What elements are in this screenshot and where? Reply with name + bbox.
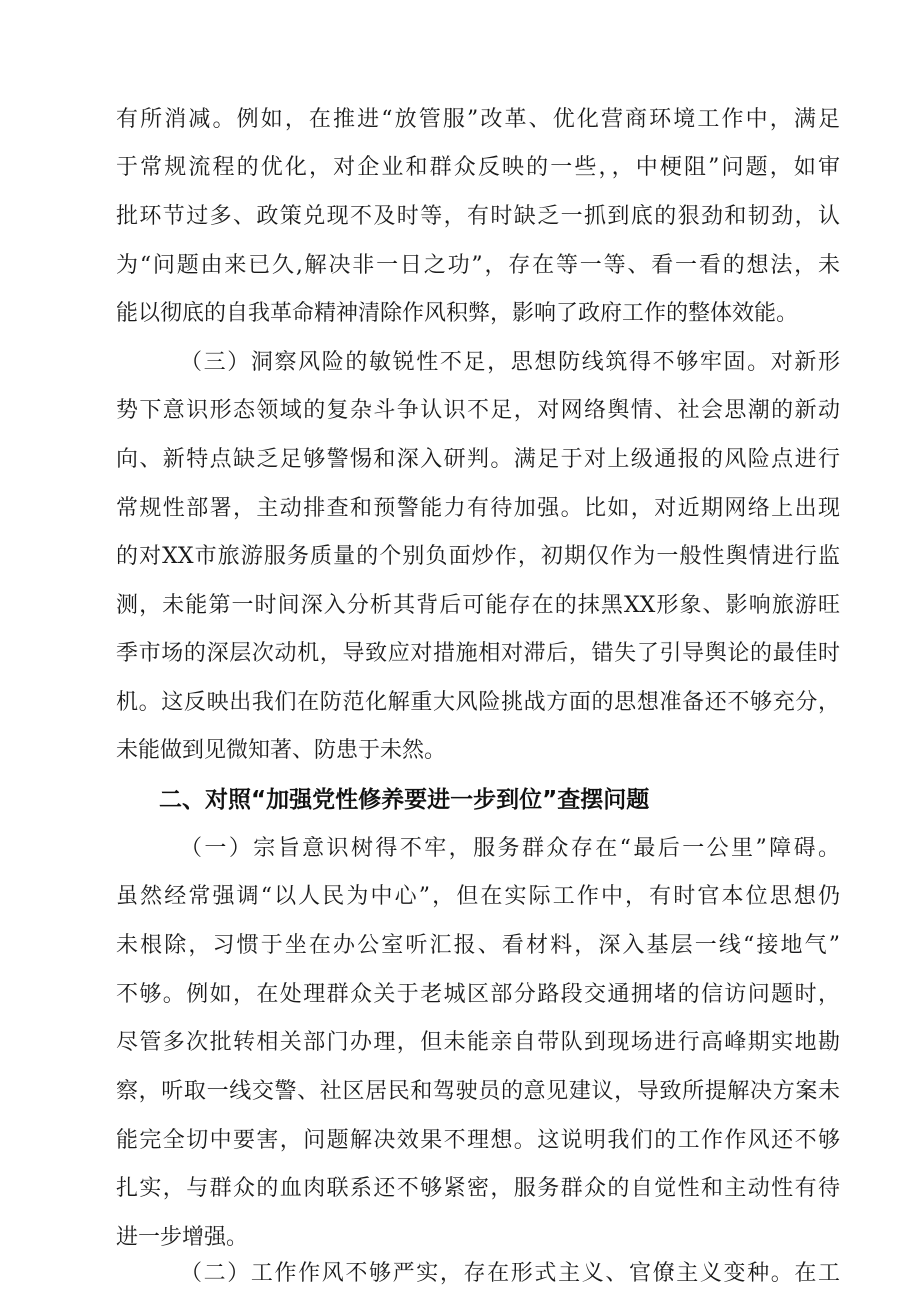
body-text-line: 未根除，习惯于坐在办公室听汇报、看材料，深入基层一线“接地气” [116,933,840,958]
subheading-paragraph-start: （三）洞察风险的敏锐性不足，思想防线筑得不够牢固。对新形 [180,350,840,375]
body-text-line: 季市场的深层次动机，导致应对措施相对滞后，错失了引导舆论的最佳时 [116,641,840,666]
body-text-line: 势下意识形态领域的复杂斗争认识不足，对网络舆情、社会思潮的新动 [116,398,840,423]
body-text-line: 有所消减。例如，在推进“放管服”改革、优化营商环境工作中，满足 [116,107,840,132]
body-text-line: 向、新特点缺乏足够警惕和深入研判。满足于对上级通报的风险点进行 [116,447,840,472]
body-text-line: 察，听取一线交警、社区居民和驾驶员的意见建议，导致所提解决方案未 [116,1079,840,1104]
body-text-line: 于常规流程的优化，对企业和群众反映的一些，，中梗阻”问题，如审 [116,155,840,180]
subheading-paragraph-start: （二）工作作风不够严实，存在形式主义、官僚主义变种。在工 [180,1261,840,1286]
body-text-line: 进一步增强。 [116,1225,249,1250]
body-text-line: 能以彻底的自我革命精神清除作风积弊，影响了政府工作的整体效能。 [116,301,799,326]
body-text-line: 测，未能第一时间深入分析其背后可能存在的抹黑XX形象、影响旅游旺 [116,593,840,618]
body-text-line: 未能做到见微知著、防患于未然。 [116,738,447,763]
body-text-line: 扎实，与群众的血肉联系还不够紧密，服务群众的自觉性和主动性有待 [116,1176,840,1201]
body-text-line: 的对XX市旅游服务质量的个别负面炒作，初期仅作为一般性舆情进行监 [116,544,840,569]
body-text-line: 不够。例如，在处理群众关于老城区部分路段交通拥堵的信访问题时， [116,982,840,1007]
body-text-line: 能完全切中要害，问题解决效果不理想。这说明我们的工作作风还不够 [116,1128,840,1153]
body-text-line: 尽管多次批转相关部门办理，但未能亲自带队到现场进行高峰期实地勘 [116,1030,840,1055]
body-text-line: 虽然经常强调“以人民为中心”，但在实际工作中，有时官本位思想仍 [116,884,840,909]
section-heading: 二、对照“加强党性修养要进一步到位”查摆问题 [159,787,650,813]
body-text-line: 机。这反映出我们在防范化解重大风险挑战方面的思想准备还不够充分， [116,690,840,715]
body-text-line: 为“问题由来已久,解决非一日之功”，存在等一等、看一看的想法，未 [116,253,840,278]
subheading-paragraph-start: （一）宗旨意识树得不牢，服务群众存在“最后一公里”障碍。 [180,836,840,861]
body-text-line: 批环节过多、政策兑现不及时等，有时缺乏一抓到底的狠劲和韧劲，认 [116,204,840,229]
body-text-line: 常规性部署，主动排查和预警能力有待加强。比如，对近期网络上出现 [116,496,840,521]
